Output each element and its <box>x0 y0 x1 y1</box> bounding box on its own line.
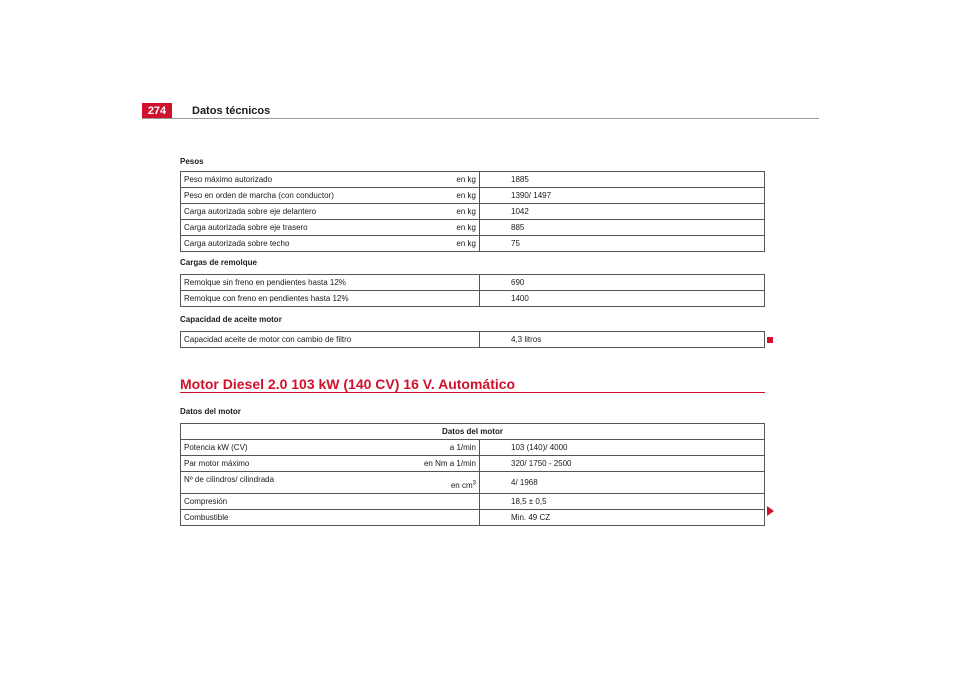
row-unit: en kg <box>456 238 476 248</box>
row-label: Carga autorizada sobre eje delantero <box>184 206 317 216</box>
row-label: Nº de cilindros/ cilindrada <box>184 474 275 484</box>
row-value: 885 <box>480 220 765 236</box>
row-value: 1885 <box>480 172 765 188</box>
row-label: Compresión <box>184 496 228 506</box>
table-row <box>181 332 765 348</box>
table-row <box>181 456 765 472</box>
continue-arrow-icon <box>767 506 774 516</box>
table-row <box>181 172 765 188</box>
row-label: Carga autorizada sobre techo <box>184 238 290 248</box>
table-pesos <box>180 171 765 252</box>
page-number: 274 <box>142 103 172 119</box>
row-value: 75 <box>480 236 765 252</box>
table-row <box>181 220 765 236</box>
row-unit: en Nm a 1/min <box>423 458 476 468</box>
row-label: Remolque con freno en pendientes hasta 12% <box>184 293 349 303</box>
row-value: 103 (140)/ 4000 <box>480 440 765 456</box>
row-label: Carga autorizada sobre eje trasero <box>184 222 308 232</box>
section-label-pesos: Pesos <box>180 157 204 166</box>
row-unit: en kg <box>456 190 476 200</box>
row-label: Capacidad aceite de motor con cambio de filtro <box>184 334 352 344</box>
row-value: 1400 <box>480 291 765 307</box>
row-label: Combustible <box>184 512 229 522</box>
table-row <box>181 236 765 252</box>
row-unit: en kg <box>456 222 476 232</box>
table-row <box>181 291 765 307</box>
section-end-marker <box>767 337 773 343</box>
table-row <box>181 204 765 220</box>
table-row <box>181 440 765 456</box>
title-rule <box>180 392 765 393</box>
header-title: Datos técnicos <box>192 105 271 117</box>
row-value: Min. 49 CZ <box>480 510 765 526</box>
section-label-remolque: Cargas de remolque <box>180 258 257 267</box>
table-row <box>181 188 765 204</box>
table-motor <box>180 423 765 526</box>
section-title-motor: Motor Diesel 2.0 103 kW (140 CV) 16 V. Automático <box>180 376 516 392</box>
section-label-aceite: Capacidad de aceite motor <box>180 315 282 324</box>
row-label: Peso máximo autorizado <box>184 174 273 184</box>
header-rule <box>142 118 819 119</box>
row-value: 690 <box>480 275 765 291</box>
row-unit: a 1/min <box>449 442 476 452</box>
row-value: 18,5 ± 0,5 <box>480 494 765 510</box>
row-unit: en kg <box>456 174 476 184</box>
table-row <box>181 510 765 526</box>
row-unit: en kg <box>456 206 476 216</box>
row-unit: en $cm^3$ <box>450 479 476 490</box>
table-header-row <box>181 424 765 440</box>
table-aceite <box>180 331 765 348</box>
table-row <box>181 494 765 510</box>
row-value: 1042 <box>480 204 765 220</box>
row-label: Remolque sin freno en pendientes hasta 12% <box>184 277 346 287</box>
row-label: Peso en orden de marcha (con conductor) <box>184 190 334 200</box>
section-label-datos-motor: Datos del motor <box>180 407 241 416</box>
row-value: 4,3 litros <box>480 332 765 348</box>
row-label: Potencia kW (CV) <box>184 442 248 452</box>
row-value: 4/ 1968 <box>480 472 765 494</box>
table-row <box>181 275 765 291</box>
row-value: 1390/ 1497 <box>480 188 765 204</box>
row-value: 320/ 1750 - 2500 <box>480 456 765 472</box>
table-header: Datos del motor <box>181 424 765 440</box>
table-row <box>181 472 765 494</box>
table-remolque <box>180 274 765 307</box>
row-label: Par motor máximo <box>184 458 250 468</box>
